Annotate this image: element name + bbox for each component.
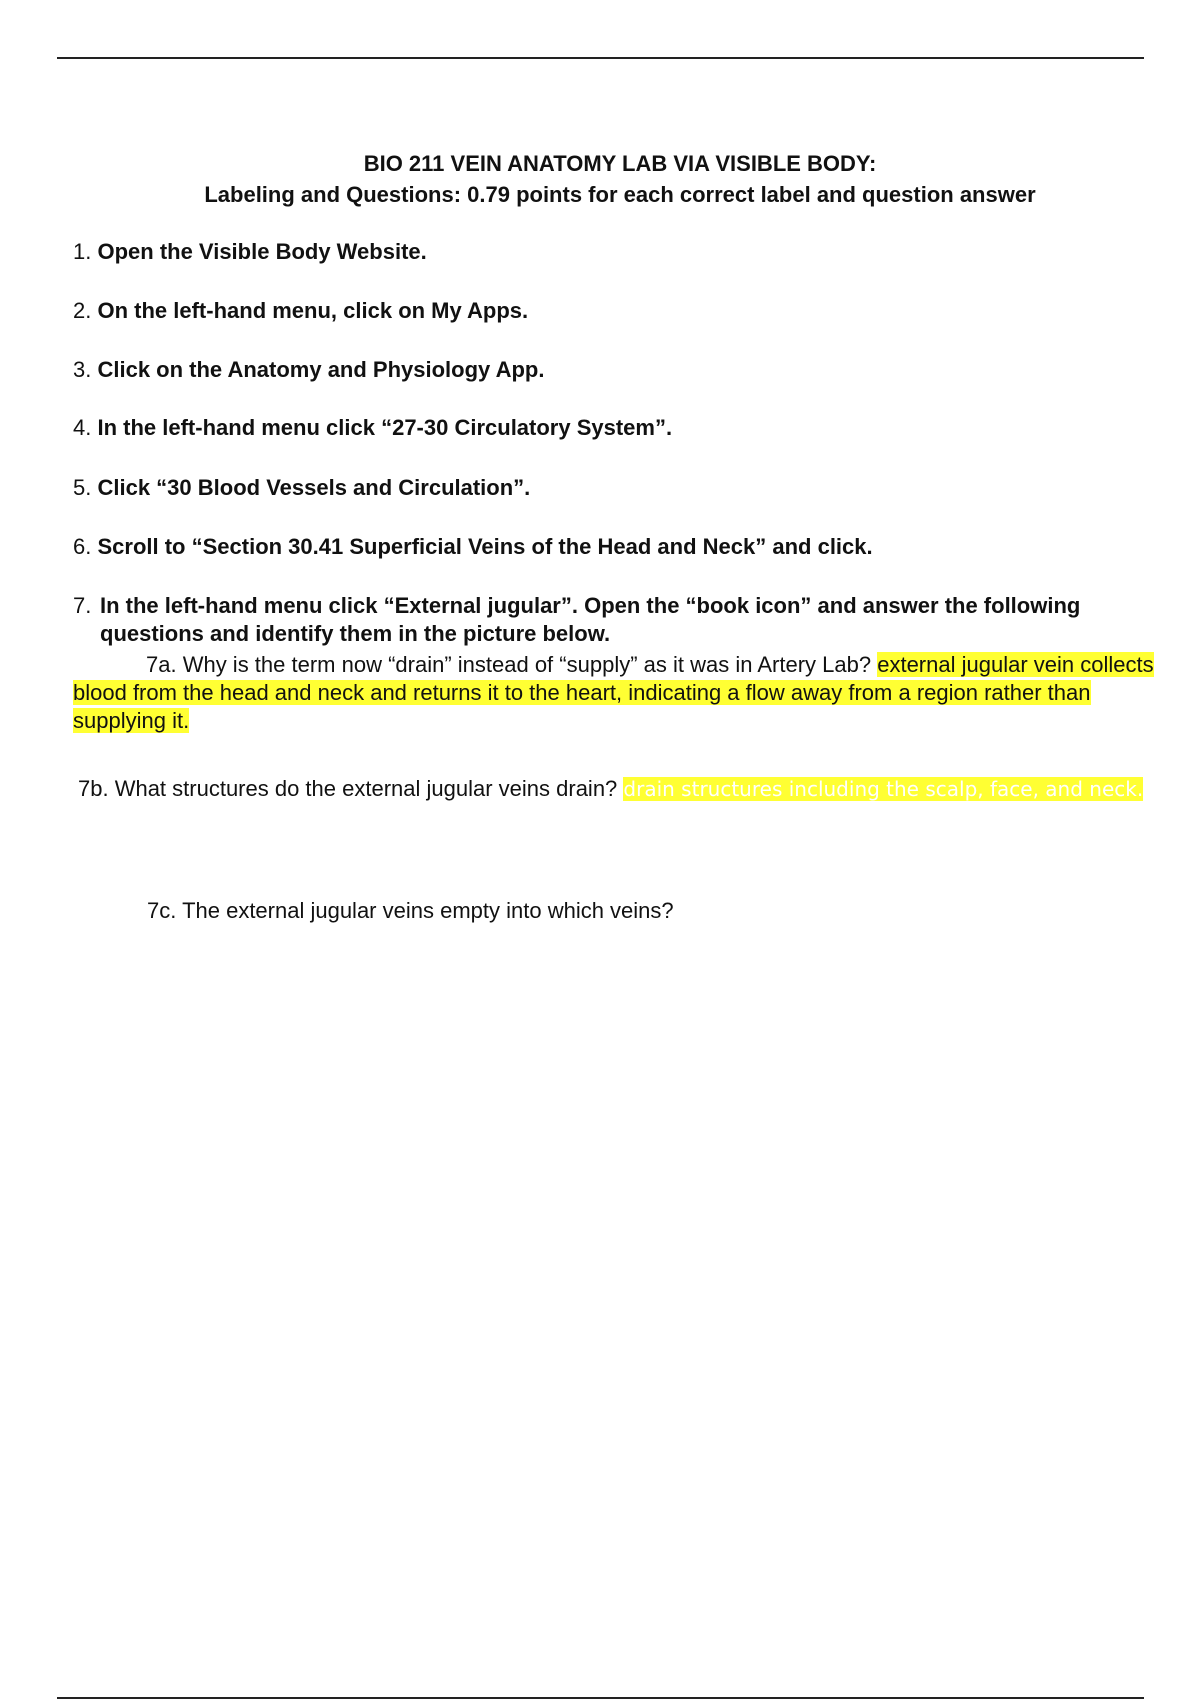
step-text: Click “30 Blood Vessels and Circulation”.: [97, 475, 531, 500]
step-text: In the left-hand menu click “27-30 Circulatory System”.: [97, 415, 673, 440]
bottom-rule: [57, 1697, 1144, 1699]
step-7: [73, 592, 1123, 648]
step-4: [73, 414, 1123, 442]
document-subtitle: Labeling and Questions: 0.79 points for each correct label and question answer: [204, 182, 1036, 207]
document-title: BIO 211 VEIN ANATOMY LAB VIA VISIBLE BODY:: [363, 151, 877, 176]
top-rule: [57, 57, 1144, 59]
step-text: Scroll to “Section 30.41 Superficial Veins of the Head and Neck” and click.: [97, 534, 873, 559]
question-7b-text: 7b. What structures do the external jugular veins drain?: [78, 776, 618, 801]
document-header: [0, 148, 1200, 210]
question-7b: [78, 772, 1168, 806]
step-number: 1.: [73, 239, 92, 264]
step-number: 7.: [73, 593, 92, 618]
question-7a: [73, 651, 1163, 735]
question-7a-text: 7a. Why is the term now “drain” instead of “supply” as it was in Artery Lab?: [146, 652, 872, 677]
step-text: On the left-hand menu, click on My Apps.: [97, 298, 529, 323]
question-7c-text: 7c. The external jugular veins empty into which veins?: [147, 898, 674, 923]
step-2: [73, 297, 1123, 325]
step-number: 3.: [73, 357, 92, 382]
question-7c: [147, 897, 1200, 925]
step-5: [73, 474, 1123, 502]
step-1: [73, 238, 1123, 266]
step-text: Open the Visible Body Website.: [97, 239, 427, 264]
step-text: Click on the Anatomy and Physiology App.: [97, 357, 545, 382]
step-text: In the left-hand menu click “External jugular”. Open the “book icon” and answer the following questions and identify them in the picture below.: [100, 593, 1081, 646]
step-number: 4.: [73, 415, 92, 440]
step-number: 6.: [73, 534, 92, 559]
step-number: 2.: [73, 298, 92, 323]
answer-7a-highlight: external jugular vein collects blood from the head and neck and returns it to the heart, indicating a flow away from a region rather than supplying it.: [73, 652, 1154, 733]
step-6: [73, 533, 1123, 561]
step-3: [73, 356, 1123, 384]
step-number: 5.: [73, 475, 92, 500]
answer-7b-highlight: drain structures including the scalp, face, and neck.: [623, 777, 1144, 801]
